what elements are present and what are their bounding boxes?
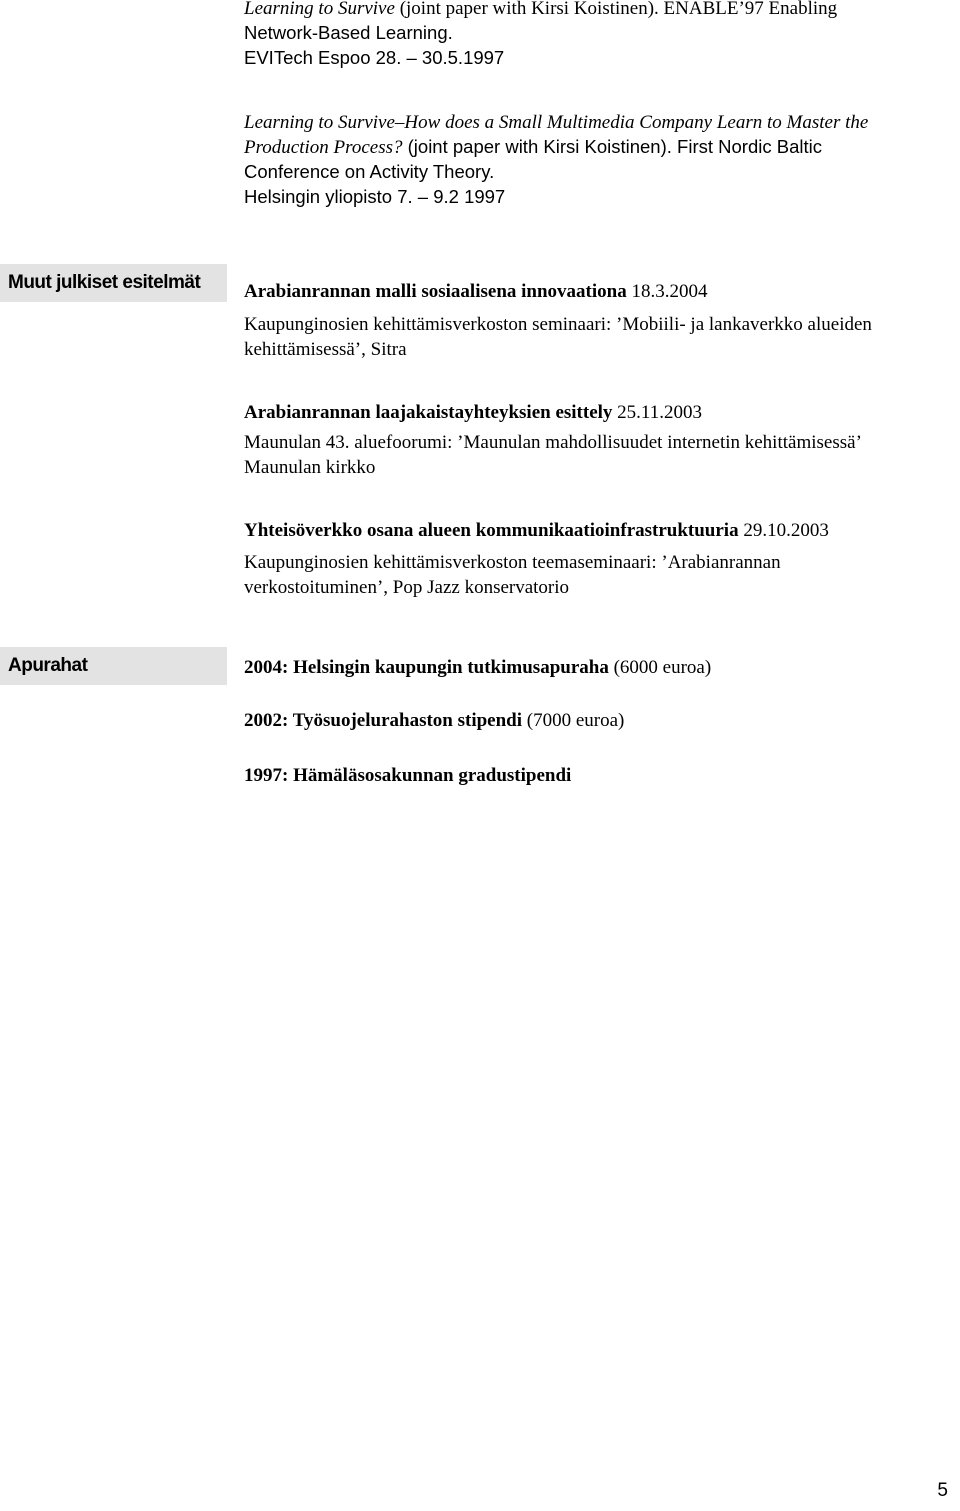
grant-1-title: 2004: Helsingin kaupungin tutkimusapuraha [244, 657, 609, 678]
section-label-other-presentations: Muut julkiset esitelmät [0, 264, 227, 302]
presentation-3-date: 29.10.2003 [738, 520, 829, 541]
section-label-grants: Apurahat [0, 647, 227, 685]
publication-2-line-3: Conference on Activity Theory. [244, 161, 495, 182]
grant-2-amount: (7000 euroa) [522, 710, 625, 731]
presentation-2-desc-line-2: Maunulan kirkko [244, 457, 376, 478]
presentation-1-heading [244, 280, 707, 304]
presentation-3-heading [244, 519, 829, 543]
publication-2-line-1 [244, 111, 868, 135]
presentation-3-desc-line-2: verkostoituminen’, Pop Jazz konservatorio [244, 577, 570, 598]
publication-2-line-4: Helsingin yliopisto 7. – 9.2 1997 [244, 186, 506, 207]
grant-2 [244, 709, 624, 733]
publication-2-title-part-1: Learning to Survive–How does a Small Multimedia Company Learn to Master the [244, 112, 869, 133]
presentation-2-date: 25.11.2003 [612, 402, 702, 423]
grant-3-title: 1997: Hämäläsosakunnan gradustipendi [244, 765, 572, 786]
publication-1-line-1 [244, 0, 837, 21]
publication-1-line-2: Network-Based Learning. [244, 22, 453, 43]
presentation-1-desc-line-2: kehittämisessä’, Sitra [244, 339, 407, 360]
grant-1 [244, 656, 711, 680]
presentation-2-desc-line-1: Maunulan 43. aluefoorumi: ’Maunulan mahdollisuudet internetin kehittämisessä’ [244, 432, 862, 453]
presentation-1-date: 18.3.2004 [626, 281, 708, 302]
grant-2-title: 2002: Työsuojelurahaston stipendi [244, 710, 523, 731]
grant-3 [244, 764, 571, 788]
publication-2-details: (joint paper with Kirsi Koistinen). First Nordic Baltic [402, 136, 822, 157]
presentation-2-title: Arabianrannan laajakaistayhteyksien esittely [244, 402, 613, 423]
publication-1-details: (joint paper with Kirsi Koistinen). ENABLE’97 Enabling [394, 0, 838, 19]
presentation-3-title: Yhteisöverkko osana alueen kommunikaatioinfrastruktuuria [244, 520, 739, 541]
publication-1-title: Learning to Survive [244, 0, 395, 19]
presentation-1-desc-line-1: Kaupunginosien kehittämisverkoston seminaari: ’Mobiili- ja lankaverkko alueiden [244, 314, 872, 335]
page-number: 5 [937, 1480, 948, 1501]
publication-2-title-part-2: Production Process? [244, 137, 403, 158]
presentation-3-desc-line-1: Kaupunginosien kehittämisverkoston teemaseminaari: ’Arabianrannan [244, 552, 781, 573]
publication-1-line-3: EVITech Espoo 28. – 30.5.1997 [244, 47, 505, 68]
publication-2-line-2 [244, 135, 822, 160]
presentation-2-heading [244, 401, 702, 425]
grant-1-amount: (6000 euroa) [608, 657, 712, 678]
presentation-1-title: Arabianrannan malli sosiaalisena innovaationa [244, 281, 627, 302]
